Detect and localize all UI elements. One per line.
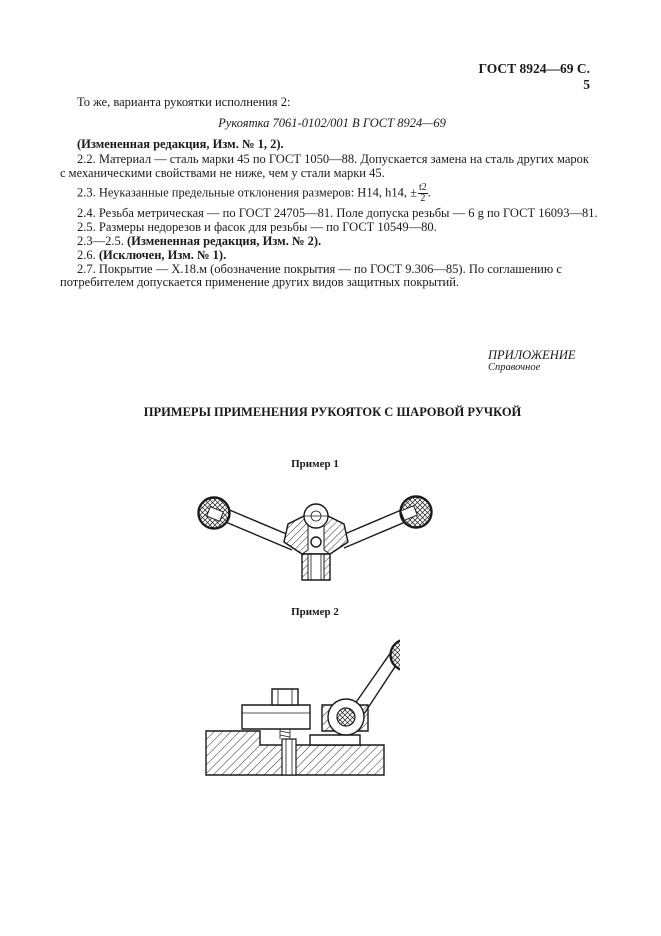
designation-text: Рукоятка 7061-0102/001 В ГОСТ 8924—69	[218, 116, 446, 130]
para-2-7-line2: потребителем допускается применение других видов защитных покрытий.	[60, 275, 460, 289]
intro-text: То же, варианта рукоятки исполнения 2:	[77, 95, 291, 109]
para-2-3-end: .	[427, 185, 431, 200]
tolerance-fraction	[418, 183, 428, 204]
para-2-6-number: 2.6.	[77, 248, 96, 262]
para-2-3-2-5	[77, 234, 321, 249]
para-2-6	[77, 248, 226, 263]
example-1-label: Пример 1	[291, 458, 339, 470]
para-2-2-line1: 2.2. Материал — сталь марки 45 по ГОСТ 1050—88. Допускается замена на сталь других марок	[77, 152, 590, 166]
para-2-7-line1: 2.7. Покрытие — Х.18.м (обозначение покрытия — по ГОСТ 9.306—85). По соглашению с	[77, 262, 562, 276]
para-2-6-note: (Исключен, Изм. № 1).	[98, 248, 227, 262]
example-1-hub	[284, 504, 348, 580]
para-2-2-line2: с механическими свойствами не ниже, чем у стали марки 45.	[60, 166, 385, 180]
example-1-left-handle	[198, 497, 296, 550]
fraction-numerator: t2	[418, 182, 427, 193]
para-2-3-text: 2.3. Неуказанные предельные отклонения размеров: Н14, h14, ±	[77, 185, 417, 200]
example-2-drawing	[200, 635, 400, 780]
example-1-drawing	[180, 480, 450, 590]
example-1-right-handle	[340, 496, 432, 548]
edit-note: (Измененная редакция, Изм. № 1, 2).	[77, 137, 284, 151]
section-title: ПРИМЕРЫ ПРИМЕНЕНИЯ РУКОЯТОК С ШАРОВОЙ РУЧКОЙ	[143, 405, 522, 419]
para-2-3-2-5-note: (Измененная редакция, Изм. № 2).	[127, 234, 322, 248]
para-2-3	[77, 183, 431, 204]
appendix-sublabel: Справочное	[488, 362, 541, 373]
fraction-denominator: 2	[420, 193, 426, 204]
para-2-5: 2.5. Размеры недорезов и фасок для резьбы — по ГОСТ 10549—80.	[77, 220, 437, 234]
page-header: ГОСТ 8924—69 С. 5	[478, 61, 590, 92]
example-2-label: Пример 2	[291, 606, 339, 618]
para-2-4: 2.4. Резьба метрическая — по ГОСТ 24705—81. Поле допуска резьбы — 6 g по ГОСТ 16093—81.	[77, 206, 598, 220]
para-2-3-2-5-number: 2.3—2.5.	[77, 234, 124, 248]
appendix-label: ПРИЛОЖЕНИЕ	[488, 348, 576, 362]
example-2-handle	[322, 639, 400, 735]
